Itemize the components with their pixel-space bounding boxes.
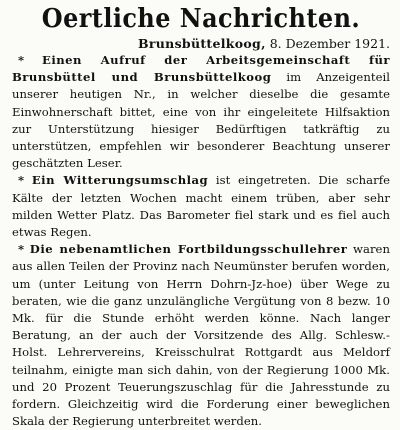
article-text: ist eingetreten. Die scharfe Kälte der letzten Wochen macht einem trüben, aber sehr milden Wetter Platz. Das Barometer fiel stark und es fiel auch etwas Regen. <box>12 173 390 240</box>
article-lead: Ein Witterungsumschlag <box>31 173 209 188</box>
headline: Oertliche Nachrichten. <box>41 4 361 34</box>
article-star: * <box>18 53 25 67</box>
article-lead: Einen Aufruf der Arbeitsgemeinschaft für Brunsbüttel und Brunsbüttelkoog <box>12 53 390 85</box>
dateline <box>12 36 390 52</box>
dateline-date: 8. Dezember 1921. <box>269 36 390 51</box>
article-text: waren aus allen Teilen der Provinz nach Neumünster berufen worden, um (unter Leitung von Herrn Dohrn-Jz-hoe) über Wege zu beraten, wie die ganz unzulängliche Vergütung von 8 bezw. 10 Mk. für die Stunde erhöht werden könne. Nach langer Beratung, an der auch der Vorsitzende des Allg. Schlesw.-Holst. Lehrervereins, Kreisschulrat Rottgardt aus Meldorf teilnahm, einigte man sich dahin, von der Regierung 1000 Mk. und 20 Prozent Teuerungszuschlag für die Jahresstunde zu fordern. Gleichzeitig wird die Forderung einer beweglichen Skala der Regierung unterbreitet werden. <box>12 242 390 429</box>
article-witterung <box>12 172 390 241</box>
dateline-place: Brunsbüttelkoog, <box>138 36 266 51</box>
article-body <box>12 52 390 430</box>
article-fortbildung <box>12 241 390 430</box>
article-star: * <box>18 242 25 257</box>
article-text: im Anzeigenteil unserer heutigen Nr., in welcher dieselbe die gesamte Einwohnerschaft bittet, eine von ihr eingeleitete Hilfsaktion zur Unterstützung hiesiger Bedürftigen tatkräftig zu unterstützen, empfehlen wir besonderer Beachtung unserer geschätzten Leser. <box>12 70 390 171</box>
article-star: * <box>18 173 25 188</box>
article-lead: Die nebenamtlichen Fortbildungsschullehrer <box>29 242 348 257</box>
article-aufruf <box>12 52 390 172</box>
